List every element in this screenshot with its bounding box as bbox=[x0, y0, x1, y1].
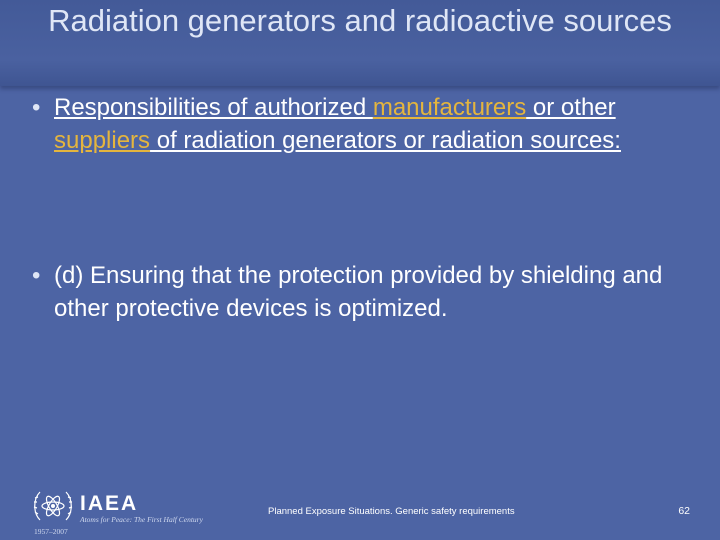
slide-title: Radiation generators and radioactive sources bbox=[48, 3, 672, 38]
logo-tagline: Atoms for Peace: The First Half Century bbox=[80, 515, 203, 524]
bullet-dot: • bbox=[32, 94, 41, 121]
highlight-manufacturers: manufacturers bbox=[372, 94, 527, 121]
bullet-item bbox=[32, 259, 682, 325]
bullet-text: (d) Ensuring that the protection provided by shielding and other protective devices is optimized. bbox=[54, 262, 663, 322]
highlight-suppliers: suppliers bbox=[54, 127, 151, 154]
bullet-text-part: of radiation generators or radiation sources: bbox=[150, 127, 621, 154]
iaea-logo bbox=[30, 484, 203, 536]
logo-years: 1957–2007 bbox=[34, 527, 68, 536]
footer-caption: Planned Exposure Situations. Generic safety requirements bbox=[268, 506, 515, 517]
iaea-emblem-icon bbox=[30, 484, 76, 528]
page-number: 62 bbox=[678, 505, 690, 517]
bullet-text bbox=[54, 91, 682, 157]
bullet-text-part: or other bbox=[526, 94, 616, 121]
bullet-item bbox=[32, 91, 682, 157]
bullet-dot: • bbox=[32, 262, 41, 289]
iaea-wordmark: IAEA bbox=[80, 492, 139, 515]
bullet-text-part: Responsibilities of authorized bbox=[54, 94, 373, 121]
